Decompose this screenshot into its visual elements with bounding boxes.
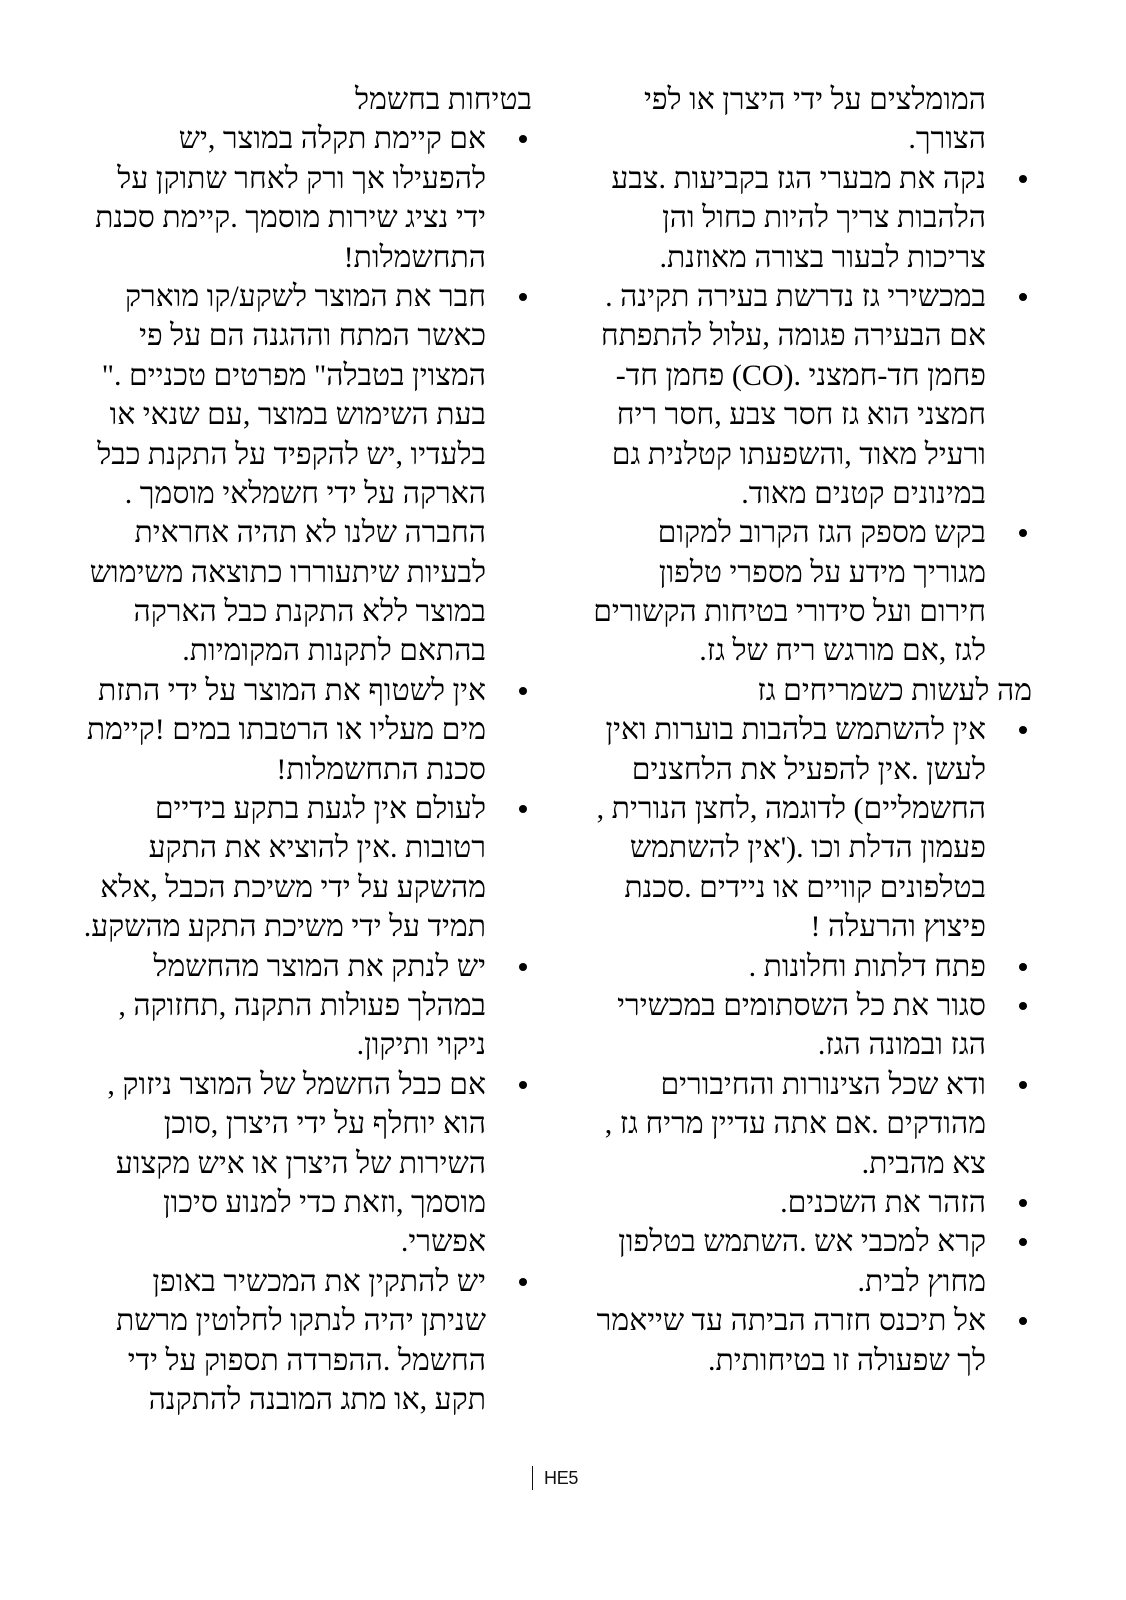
text-line: במינונים קטנים מאוד. [741, 476, 986, 510]
bullet-item [52, 671, 532, 789]
bullet-item [552, 1183, 1032, 1222]
text-line: החשמל .ההפרדה תספוק על ידי [127, 1343, 486, 1377]
text-line: מחוץ לבית. [857, 1264, 986, 1298]
text-line: חמצני הוא גז חסר צבע ,חסר ריח [616, 398, 986, 432]
bullet-icon [519, 805, 527, 813]
bullet-item [52, 1065, 532, 1262]
text-line: הוא יוחלף על ידי היצרן ,סוכן [163, 1107, 486, 1141]
text-line: החברה שלנו לא תהיה אחראית [134, 516, 486, 550]
text-line: צריכות לבעור בצורה מאוזנת. [659, 240, 986, 274]
bullet-icon [519, 1081, 527, 1089]
text-line: ידי נציג שירות מוסמך .קיימת סכנת [95, 201, 486, 235]
bullet-icon [1019, 1199, 1027, 1207]
text-line: ניקוי ותיקון. [356, 1028, 486, 1062]
bullet-item [52, 1262, 532, 1420]
bullet-item [552, 986, 1032, 1065]
bullet-icon [1019, 1002, 1027, 1010]
bullet-item [552, 1301, 1032, 1380]
text-line: לבעיות שיתעוררו כתוצאה משימוש [89, 555, 486, 589]
section-heading: בטיחות בחשמל [355, 83, 532, 116]
text-line: חירום ועל סידורי בטיחות הקשורים [593, 595, 986, 629]
text-line: פיצוץ והרעלה ! [810, 910, 986, 944]
text-line: לעשן .אין להפעיל את הלחצנים [631, 752, 986, 786]
text-line: ורעיל מאוד ,והשפעתו קטלנית גם [611, 437, 986, 471]
bullet-icon [1019, 963, 1027, 971]
bullet-icon [1019, 1238, 1027, 1246]
text-line: במכשירי גז נדרשת בעירה תקינה . [605, 279, 986, 313]
text-line: פתח דלתות וחלונות . [748, 949, 986, 983]
text-line: הזהר את השכנים. [780, 1185, 986, 1219]
text-line: מגוריך מידע על מספרי טלפון [658, 555, 986, 589]
text-line: יש לנתק את המוצר מהחשמל [153, 949, 486, 983]
text-line: בלעדיו ,יש להקפיד על התקנת כבל [97, 437, 486, 471]
text-line: רטובות .אין להוציא את התקע [148, 831, 486, 865]
bullet-icon [1019, 1081, 1027, 1089]
text-line: הלהבות צריך להיות כחול והן [662, 201, 986, 235]
text-line: במוצר ללא התקנת כבל הארקה [133, 595, 486, 629]
text-line: התחשמלות! [343, 240, 486, 274]
bullet-icon [1019, 1317, 1027, 1325]
text-line: סכנת התחשמלות! [276, 752, 486, 786]
text-line: אפשרי. [400, 1225, 486, 1259]
text-line: אם הבעירה פגומה ,עלול להתפתח [600, 319, 986, 353]
text-line: להפעילו אך ורק לאחר שתוקן על [117, 161, 486, 195]
column-1 [552, 80, 1032, 1380]
page-number: HE5 [532, 1466, 578, 1490]
text-line: בטלפונים קוויים או ניידים .סכנת [624, 870, 986, 904]
text-line: השירות של היצרן או איש מקצוע [115, 1146, 486, 1180]
text-line: בהתאם לתקנות המקומיות. [182, 634, 486, 668]
bullet-item [52, 789, 532, 947]
text-line: המצוין בטבלה" מפרטים טכניים ." [101, 358, 486, 392]
text-line: צא מהבית. [861, 1146, 986, 1180]
text-line: אין להשתמש בלהבות בוערות ואין [605, 713, 986, 747]
text-line: בעת השימוש במוצר ,עם שנאי או [109, 398, 486, 432]
text-line: נקה את מבערי הגז בקביעות .צבע [611, 161, 986, 195]
bullet-item [552, 1065, 1032, 1183]
text-line: פחמן חד-חמצני .(CO) פחמן חד- [615, 358, 986, 392]
text-line: אם כבל החשמל של המוצר ניזוק , [107, 1067, 486, 1101]
text-line: אין לשטוף את המוצר על ידי התזת [98, 673, 486, 707]
bullet-icon [1019, 175, 1027, 183]
bullet-icon [1019, 726, 1027, 734]
bullet-item [552, 513, 1032, 671]
bullet-item [552, 277, 1032, 513]
bullet-item [552, 710, 1032, 946]
text-line: פעמון הדלת וכו .('אין להשתמש [629, 831, 986, 865]
text-line: שניתן יהיה לנתקו לחלוטין מרשת [115, 1304, 486, 1338]
text-line: קרא למכבי אש .השתמש בטלפון [618, 1225, 986, 1259]
text-line: לעולם אין לגעת בתקע בידיים [154, 792, 486, 826]
text-line: לך שפעולה זו בטיחותית. [707, 1343, 986, 1377]
text-line: חבר את המוצר לשקע/קו מוארק [124, 279, 486, 313]
bullet-item [52, 119, 532, 277]
bullet-icon [519, 1278, 527, 1286]
bullet-icon [519, 963, 527, 971]
column-2 [52, 80, 532, 1419]
text-line: כאשר המתח וההגנה הם על פי [139, 319, 486, 353]
text-line: לגז ,אם מורגש ריח של גז. [699, 634, 986, 668]
bullet-item [52, 277, 532, 671]
text-line: הארקה על ידי חשמלאי מוסמך . [124, 476, 486, 510]
text-line: תקע ,או מתג המובנה להתקנה [148, 1382, 486, 1416]
continued-paragraph [552, 80, 1032, 159]
text-line: המומלצים על ידי היצרן או לפי [643, 83, 986, 116]
bullet-icon [1019, 529, 1027, 537]
text-line: בקש מספק הגז הקרוב למקום [657, 516, 986, 550]
text-line: תמיד על ידי משיכת התקע מהשקע. [83, 910, 486, 944]
text-line: מוסמך ,וזאת כדי למנוע סיכון [163, 1185, 486, 1219]
text-line: ודא שכל הצינורות והחיבורים [660, 1067, 986, 1101]
section-heading: מה לעשות כשמריחים גז [757, 673, 1032, 707]
text-line: הצורך. [908, 122, 986, 156]
text-line: הגז ובמונה הגז. [817, 1028, 986, 1062]
bullet-item [552, 1222, 1032, 1301]
text-line: אל תיכנס חזרה הביתה עד שייאמר [596, 1304, 986, 1338]
text-line: סגור את כל השסתומים במכשירי [617, 988, 986, 1022]
text-line: במהלך פעולות התקנה ,תחזוקה , [118, 988, 486, 1022]
bullet-icon [519, 135, 527, 143]
text-line: יש להתקין את המכשיר באופן [152, 1264, 486, 1298]
text-line: מהודקים .אם אתה עדיין מריח גז , [604, 1107, 986, 1141]
text-line: מים מעליו או הרטבתו במים !קיימת [86, 713, 486, 747]
text-line: החשמליים) לדוגמה ,לחצן הנורית , [596, 792, 986, 826]
bullet-item [552, 947, 1032, 986]
bullet-icon [519, 293, 527, 301]
bullet-item [552, 159, 1032, 277]
bullet-icon [519, 687, 527, 695]
text-line: מהשקע על ידי משיכת הכבל ,אלא [100, 870, 486, 904]
text-line: אם קיימת תקלה במוצר ,יש [178, 122, 486, 156]
bullet-item [52, 947, 532, 1065]
bullet-icon [1019, 293, 1027, 301]
